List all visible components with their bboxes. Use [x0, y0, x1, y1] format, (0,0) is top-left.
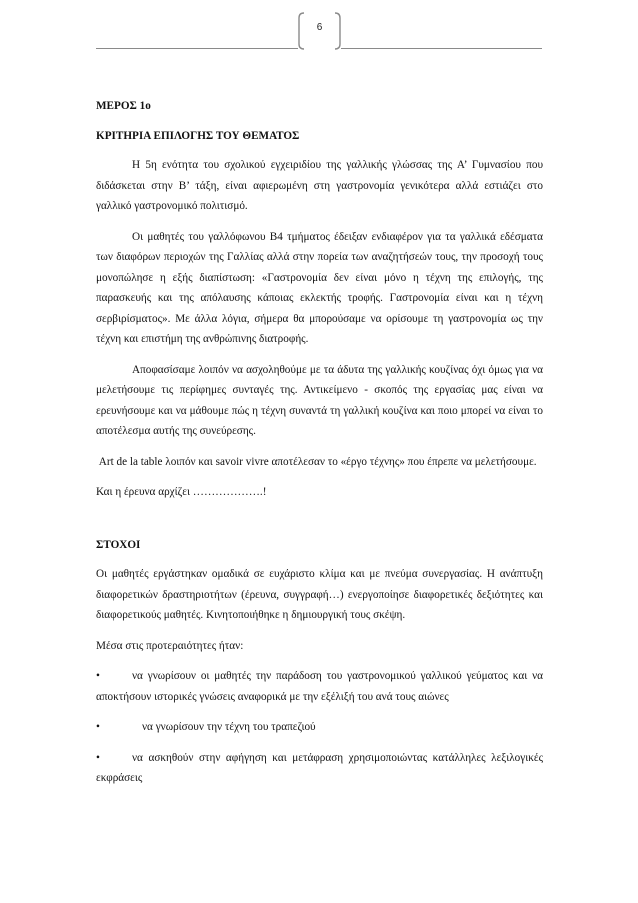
list-item	[96, 666, 543, 707]
bullet-icon: •	[96, 670, 100, 682]
list-item-text: να ασκηθούν στην αφήγηση και μετάφραση χρησιμοποιώντας κατάλληλες λεξιλογικές εκφράσεις	[96, 751, 543, 784]
section-title: ΣΤΟΧΟΙ	[96, 538, 141, 551]
page-header	[0, 10, 638, 60]
paragraph: Μέσα στις προτεραιότητες ήταν:	[96, 639, 244, 652]
paragraph: Οι μαθητές του γαλλόφωνου Β4 τμήματος έδειξαν ενδιαφέρον για τα γαλλικά εδέσματα των διαφόρων περιοχών της Γαλλίας αλλά στην πορεία των αναζητήσεών τους, την προσοχή τους μονοπώλησε η εξής διαπίστωση: «Γαστρονομία δεν είναι μόνο η τέχνη της επιλογής, της παρασκευής και της απόλαυσης κάποιας εκλεκτής τροφής. Γαστρονομία είναι και η τέχνη σερβιρίσματος». Με άλλα λόγια, σήμερα θα μπορούσαμε να ορίσουμε τη γαστρονομία ως την τέχνη και επιστήμη της ανθρώπινης διατροφής.	[96, 230, 543, 345]
paragraph: Και η έρευνα αρχίζει ……………….!	[96, 486, 267, 498]
paragraph: Η 5η ενότητα του σχολικού εγχειριδίου της γαλλικής γλώσσας της Α’ Γυμνασίου που διδάσκεται στην Β’ τάξη, είναι αφιερωμένη στη γαστρονομία γενικότερα αλλά εστιάζει στο γαλλικό γαστρονομικό πολιτισμό.	[96, 159, 543, 212]
paragraph: Οι μαθητές εργάστηκαν ομαδικά σε ευχάριστο κλίμα και με πνεύμα συνεργασίας. Η ανάπτυξη διαφορετικών δραστηριοτήτων (έρευνα, συγγραφή…) ενεργοποίησε διαφορετικές δεξιότητες και διαφορετικούς μαθητές. Κινητοποιήθηκε η δημιουργική τους σκέψη.	[96, 568, 543, 621]
list-item-text: να γνωρίσουν την τέχνη του τραπεζιού	[142, 721, 316, 733]
bullet-icon: •	[96, 721, 100, 733]
paragraph: Art de la table λοιπόν και savoir vivre αποτέλεσαν το «έργο τέχνης» που έπρεπε να μελετήσουμε.	[96, 455, 537, 468]
bullet-icon: •	[96, 751, 100, 764]
list-item	[96, 748, 543, 789]
header-rule-right	[341, 48, 542, 49]
section-subtitle: ΚΡΙΤΗΡΙΑ ΕΠΙΛΟΓΗΣ ΤΟΥ ΘΕΜΑΤΟΣ	[96, 129, 300, 142]
document-body	[96, 96, 543, 789]
page-number-box	[298, 12, 341, 50]
header-rule-left	[96, 48, 298, 49]
page-number: 6	[316, 22, 323, 33]
paragraph: Αποφασίσαμε λοιπόν να ασχοληθούμε με τα άδυτα της γαλλικής κουζίνας όχι όμως για να μελετήσουμε τις περίφημες συνταγές της. Αντικείμενο - σκοπός της εργασίας μας είναι να ερευνήσουμε και να μάθουμε πώς η τέχνη συναντά τη γαλλική κουζίνα και ποιο μπορεί να είναι το αποτέλεσμα αυτής της συνεύρεσης.	[96, 363, 543, 437]
list-item-text: να γνωρίσουν οι μαθητές την παράδοση του γαστρονομικού γαλλικού γεύματος και να αποκτήσουν ιστορικές γνώσεις αναφορικά με την εξέλιξή του ανά τους αιώνες	[96, 670, 543, 703]
list-item	[96, 717, 543, 738]
section-title: ΜΕΡΟΣ 1ο	[96, 100, 151, 112]
